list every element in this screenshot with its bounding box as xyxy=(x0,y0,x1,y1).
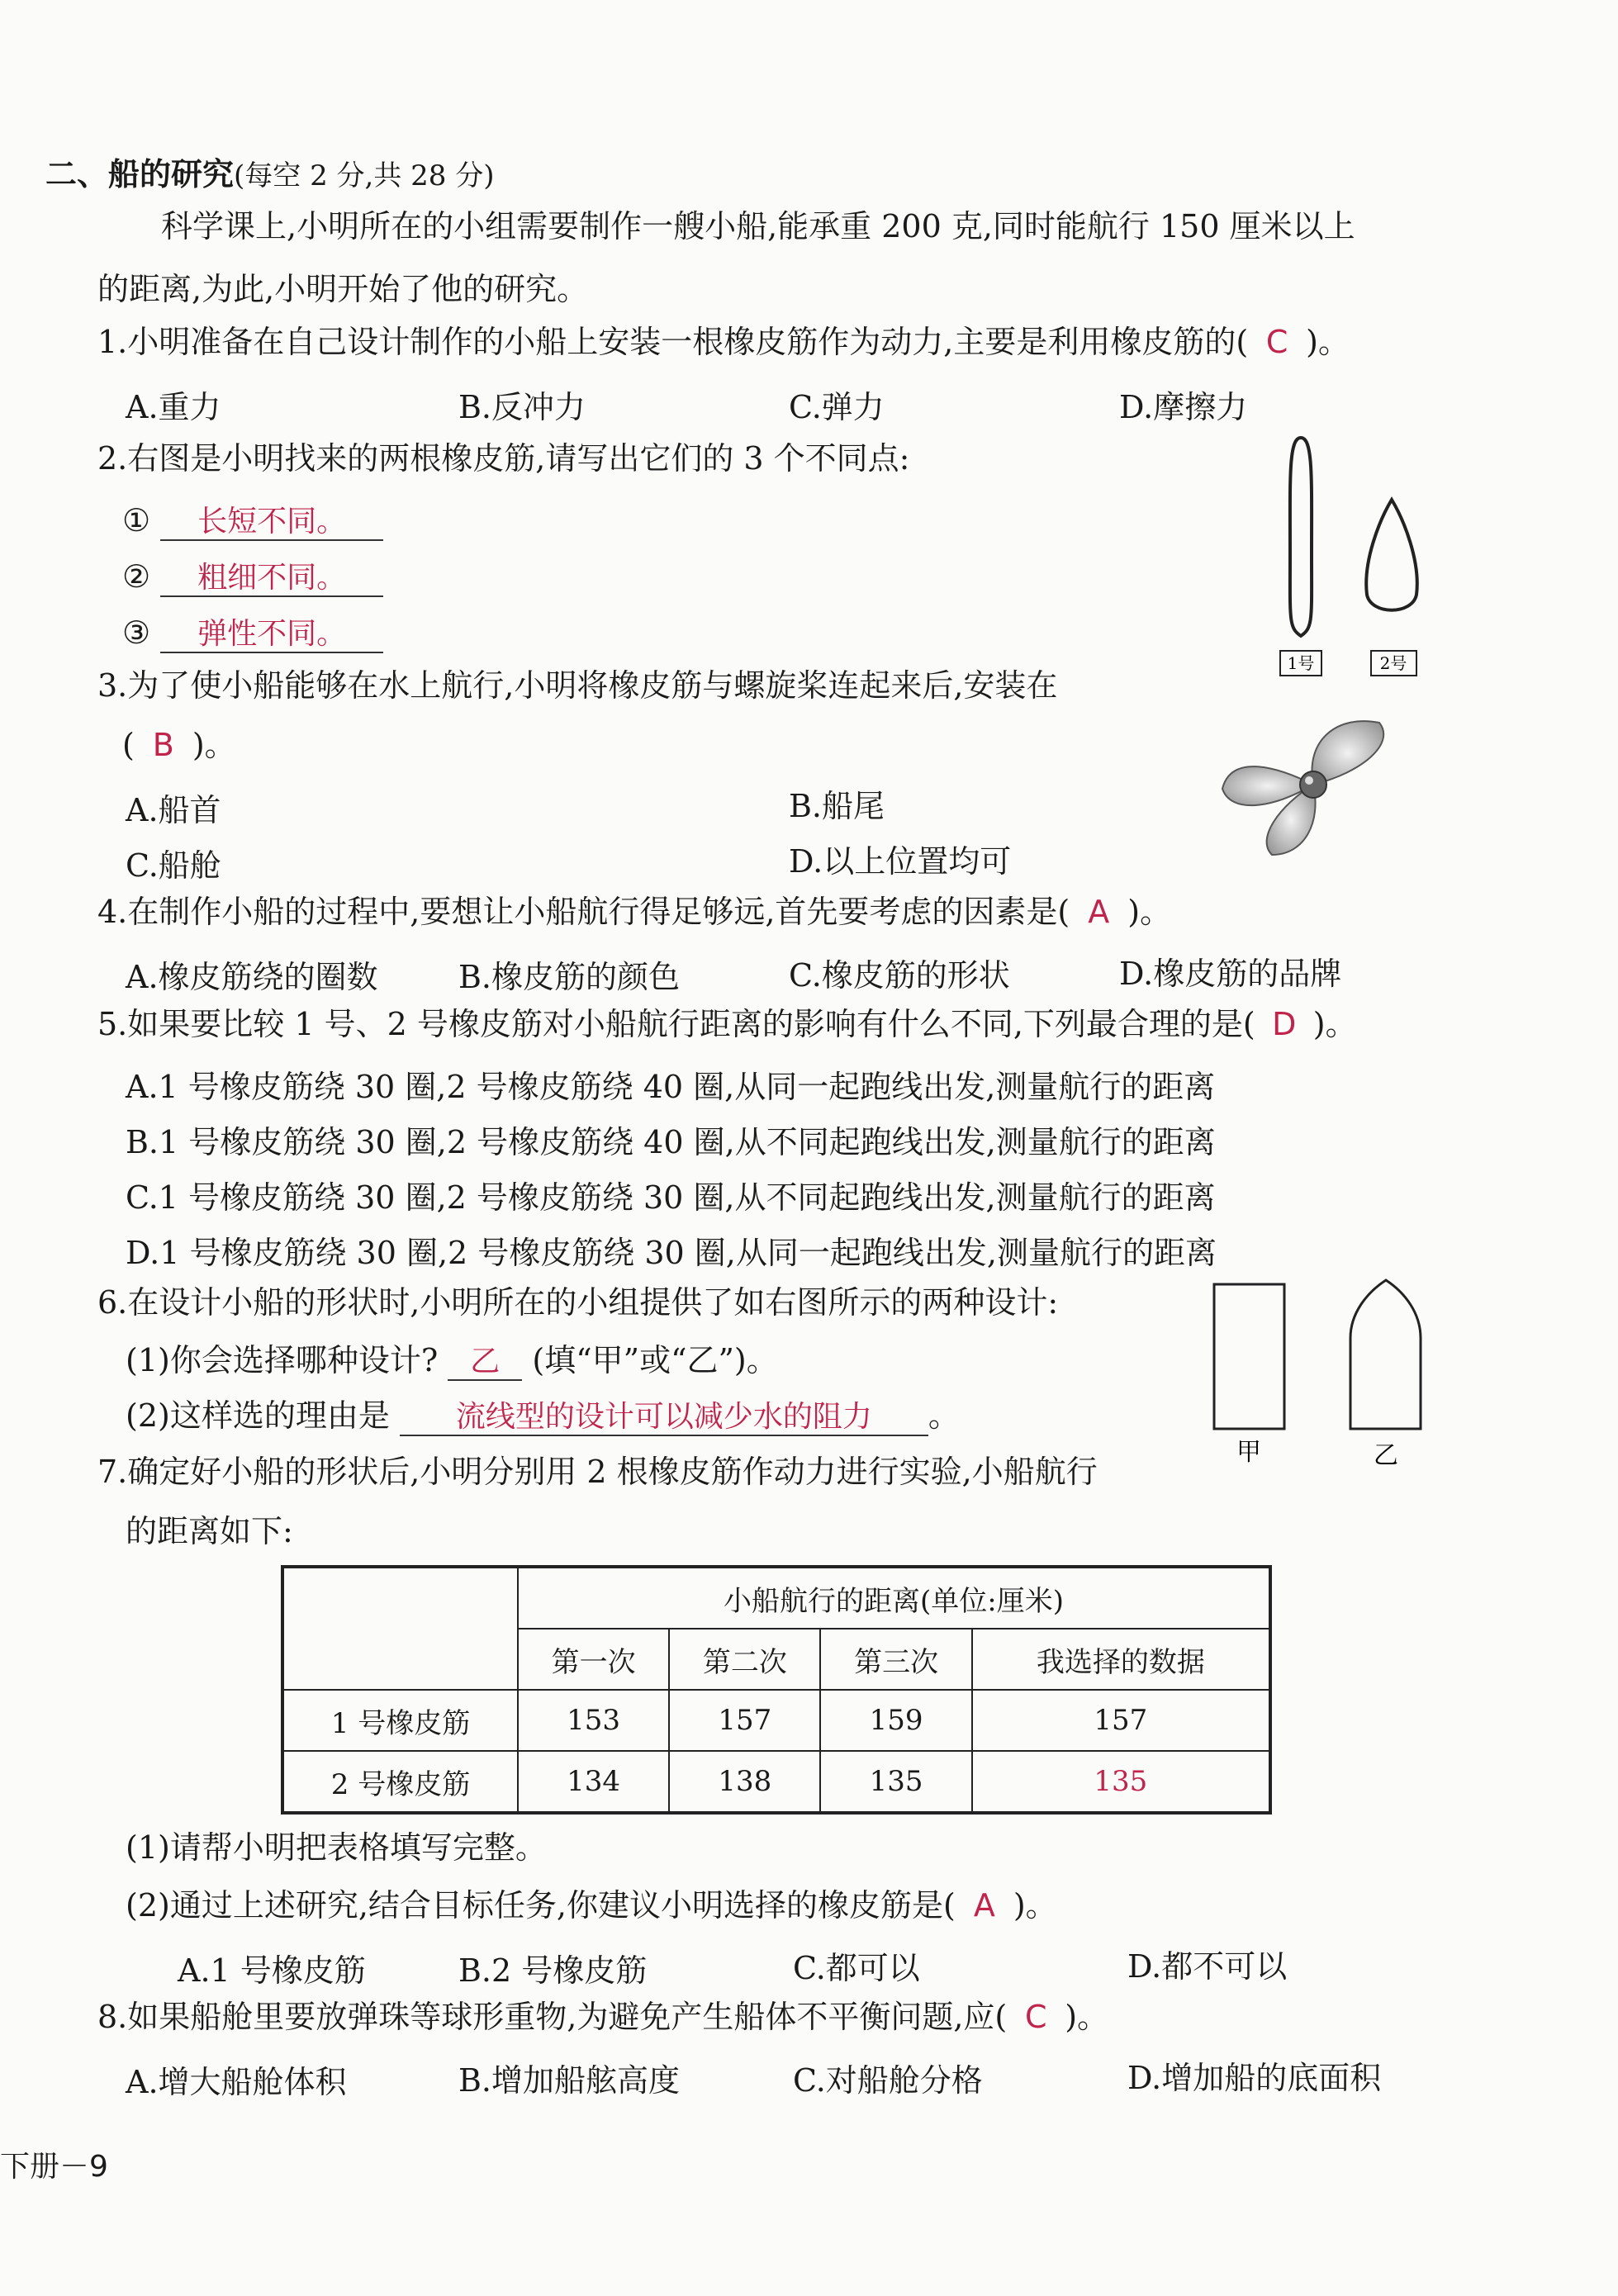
q5-end: )。 xyxy=(1312,1006,1357,1042)
row-1-value-4: 157 xyxy=(972,1690,1270,1751)
q2-answer-2-text: 粗细不同。 xyxy=(160,560,383,597)
row-2-value-4: 135 xyxy=(972,1751,1270,1813)
section-title: 二、船的研究 xyxy=(45,155,235,192)
q2-answer-1-num: ① xyxy=(122,502,151,538)
q5-text: 5.如果要比较 1 号、2 号橡皮筋对小船航行距离的影响有什么不同,下列最合理的是( xyxy=(97,1006,1255,1042)
q2-answer-1-text: 长短不同。 xyxy=(160,504,383,541)
q5-option-b: B.1 号橡皮筋绕 30 圈,2 号橡皮筋绕 40 圈,从不同起跑线出发,测量航行的距离 xyxy=(126,1124,1216,1160)
q3-option-a: A.船首 xyxy=(126,792,221,828)
question-5 xyxy=(97,1006,1357,1044)
q1-end: )。 xyxy=(1306,324,1350,360)
q3-answer: B xyxy=(152,727,174,763)
q4-option-a: A.橡皮筋绕的圈数 xyxy=(126,959,378,995)
q7-sub1: (1)请帮小明把表格填写完整。 xyxy=(126,1829,547,1866)
question-4 xyxy=(97,894,1171,932)
q2-answer-2-num: ② xyxy=(122,558,151,595)
q7-sub2 xyxy=(126,1887,1057,1925)
q6-sub1-suffix: (填“甲”或“乙”)。 xyxy=(532,1342,778,1378)
table-header: 小船航行的距离(单位:厘米) xyxy=(518,1567,1270,1629)
row-1-value-1: 153 xyxy=(518,1690,669,1751)
row-2-value-3: 135 xyxy=(820,1751,971,1813)
q7-sub2-answer: A xyxy=(973,1887,995,1924)
q8-answer: C xyxy=(1024,1999,1047,2035)
design-jia-shape xyxy=(1214,1284,1284,1429)
q4-option-d: D.橡皮筋的品牌 xyxy=(1119,956,1342,992)
q5-answer: D xyxy=(1272,1006,1297,1042)
q3-end: )。 xyxy=(192,727,236,763)
q2-answer-1 xyxy=(122,502,383,541)
page-footer: 下册－9 xyxy=(0,2150,108,2184)
q1-option-c: C.弹力 xyxy=(789,389,885,425)
propeller-figure xyxy=(1214,706,1412,863)
row-2-value-1: 134 xyxy=(518,1751,669,1813)
table-row xyxy=(282,1751,1270,1813)
q3-option-d: D.以上位置均可 xyxy=(789,843,1012,880)
q7-option-c: C.都可以 xyxy=(793,1950,920,1986)
q2-answer-2 xyxy=(122,558,383,597)
q6-sub2-suffix: 。 xyxy=(928,1397,960,1434)
q6-sub1-prefix: (1)你会选择哪种设计? xyxy=(126,1342,439,1378)
propeller-hub xyxy=(1300,771,1326,798)
q8-end: )。 xyxy=(1065,1999,1109,2035)
section-heading xyxy=(45,155,494,194)
row-2-value-2: 138 xyxy=(669,1751,820,1813)
q1-answer: C xyxy=(1265,324,1288,360)
q2-text: 2.右图是小明找来的两根橡皮筋,请写出它们的 3 个不同点: xyxy=(97,440,910,477)
q5-option-c: C.1 号橡皮筋绕 30 圈,2 号橡皮筋绕 30 圈,从不同起跑线出发,测量航行的距离 xyxy=(126,1179,1216,1216)
label-1: 1号 xyxy=(1287,653,1315,673)
q4-option-b: B.橡皮筋的颜色 xyxy=(458,959,681,995)
q8-text: 8.如果船舱里要放弹珠等球形重物,为避免产生船体不平衡问题,应( xyxy=(97,1999,1008,2035)
q8-option-b: B.增加船舷高度 xyxy=(458,2062,681,2099)
q5-option-a: A.1 号橡皮筋绕 30 圈,2 号橡皮筋绕 40 圈,从同一起跑线出发,测量航行的距离 xyxy=(126,1069,1216,1105)
row-1-label: 1 号橡皮筋 xyxy=(282,1690,518,1751)
q1-text: 1.小明准备在自己设计制作的小船上安装一根橡皮筋作为动力,主要是利用橡皮筋的( xyxy=(97,324,1249,360)
q2-answer-3-num: ③ xyxy=(122,614,151,651)
section-note: (每空 2 分,共 28 分) xyxy=(234,159,495,192)
question-1 xyxy=(97,324,1350,362)
q7-option-d: D.都不可以 xyxy=(1127,1948,1288,1985)
rubber-band-1-shape xyxy=(1290,438,1312,636)
table-row xyxy=(282,1690,1270,1751)
q6-sub2 xyxy=(126,1397,960,1436)
q7-text-1: 7.确定好小船的形状后,小明分别用 2 根橡皮筋作动力进行实验,小船航行 xyxy=(97,1454,1098,1490)
q3-answer-line xyxy=(122,727,236,765)
q1-option-a: A.重力 xyxy=(126,389,221,425)
q6-sub1-answer: 乙 xyxy=(448,1344,522,1381)
q1-option-d: D.摩擦力 xyxy=(1119,389,1248,425)
row-1-value-2: 157 xyxy=(669,1690,820,1751)
table-col-3: 第三次 xyxy=(820,1629,971,1690)
q4-text: 4.在制作小船的过程中,要想让小船航行得足够远,首先要考虑的因素是( xyxy=(97,894,1070,930)
q7-text-2: 的距离如下: xyxy=(126,1513,293,1549)
q7-option-a: A.1 号橡皮筋 xyxy=(178,1952,366,1989)
rubber-bands-figure xyxy=(1255,429,1437,685)
q4-answer: A xyxy=(1088,894,1110,930)
q3-open: ( xyxy=(122,727,135,763)
q8-option-c: C.对船舱分格 xyxy=(793,2062,983,2099)
table-col-4: 我选择的数据 xyxy=(972,1629,1270,1690)
label-2: 2号 xyxy=(1379,653,1407,673)
question-8 xyxy=(97,1999,1108,2037)
q8-option-d: D.增加船的底面积 xyxy=(1127,2060,1382,2096)
q6-sub2-answer: 流线型的设计可以减少水的阻力 xyxy=(400,1399,928,1436)
q5-option-d: D.1 号橡皮筋绕 30 圈,2 号橡皮筋绕 30 圈,从同一起跑线出发,测量航行的距离 xyxy=(126,1235,1217,1271)
q7-sub2-end: )。 xyxy=(1013,1887,1057,1924)
design-jia-label: 甲 xyxy=(1236,1438,1261,1467)
q4-end: )。 xyxy=(1127,894,1172,930)
design-yi-label: 乙 xyxy=(1374,1441,1398,1470)
propeller-hub-highlight xyxy=(1305,776,1313,785)
q6-text: 6.在设计小船的形状时,小明所在的小组提供了如右图所示的两种设计: xyxy=(97,1284,1059,1321)
distance-table xyxy=(281,1565,1272,1815)
table-corner xyxy=(282,1567,518,1690)
q3-text: 3.为了使小船能够在水上航行,小明将橡皮筋与螺旋桨连起来后,安装在 xyxy=(97,667,1058,704)
q8-option-a: A.增大船舱体积 xyxy=(126,2064,347,2100)
q1-option-b: B.反冲力 xyxy=(458,389,586,425)
table-col-2: 第二次 xyxy=(669,1629,820,1690)
q6-sub1 xyxy=(126,1342,778,1381)
q3-option-b: B.船尾 xyxy=(789,788,885,824)
q2-answer-3 xyxy=(122,614,383,653)
q7-option-b: B.2 号橡皮筋 xyxy=(458,1952,648,1989)
q4-option-c: C.橡皮筋的形状 xyxy=(789,957,1010,994)
row-1-value-3: 159 xyxy=(820,1690,971,1751)
q3-option-c: C.船舱 xyxy=(126,847,221,884)
intro-line-2: 的距离,为此,小明开始了他的研究。 xyxy=(97,271,589,307)
boat-designs-figure xyxy=(1198,1272,1445,1470)
q7-sub2-text: (2)通过上述研究,结合目标任务,你建议小明选择的橡皮筋是( xyxy=(126,1887,956,1924)
design-yi-shape xyxy=(1350,1280,1421,1429)
table-col-1: 第一次 xyxy=(518,1629,669,1690)
q2-answer-3-text: 弹性不同。 xyxy=(160,616,383,653)
table-header-row xyxy=(282,1567,1270,1629)
row-2-label: 2 号橡皮筋 xyxy=(282,1751,518,1813)
rubber-band-2-shape xyxy=(1366,500,1417,610)
intro-line-1: 科学课上,小明所在的小组需要制作一艘小船,能承重 200 克,同时能航行 150 厘米以上 xyxy=(161,208,1355,244)
q6-sub2-prefix: (2)这样选的理由是 xyxy=(126,1397,390,1434)
